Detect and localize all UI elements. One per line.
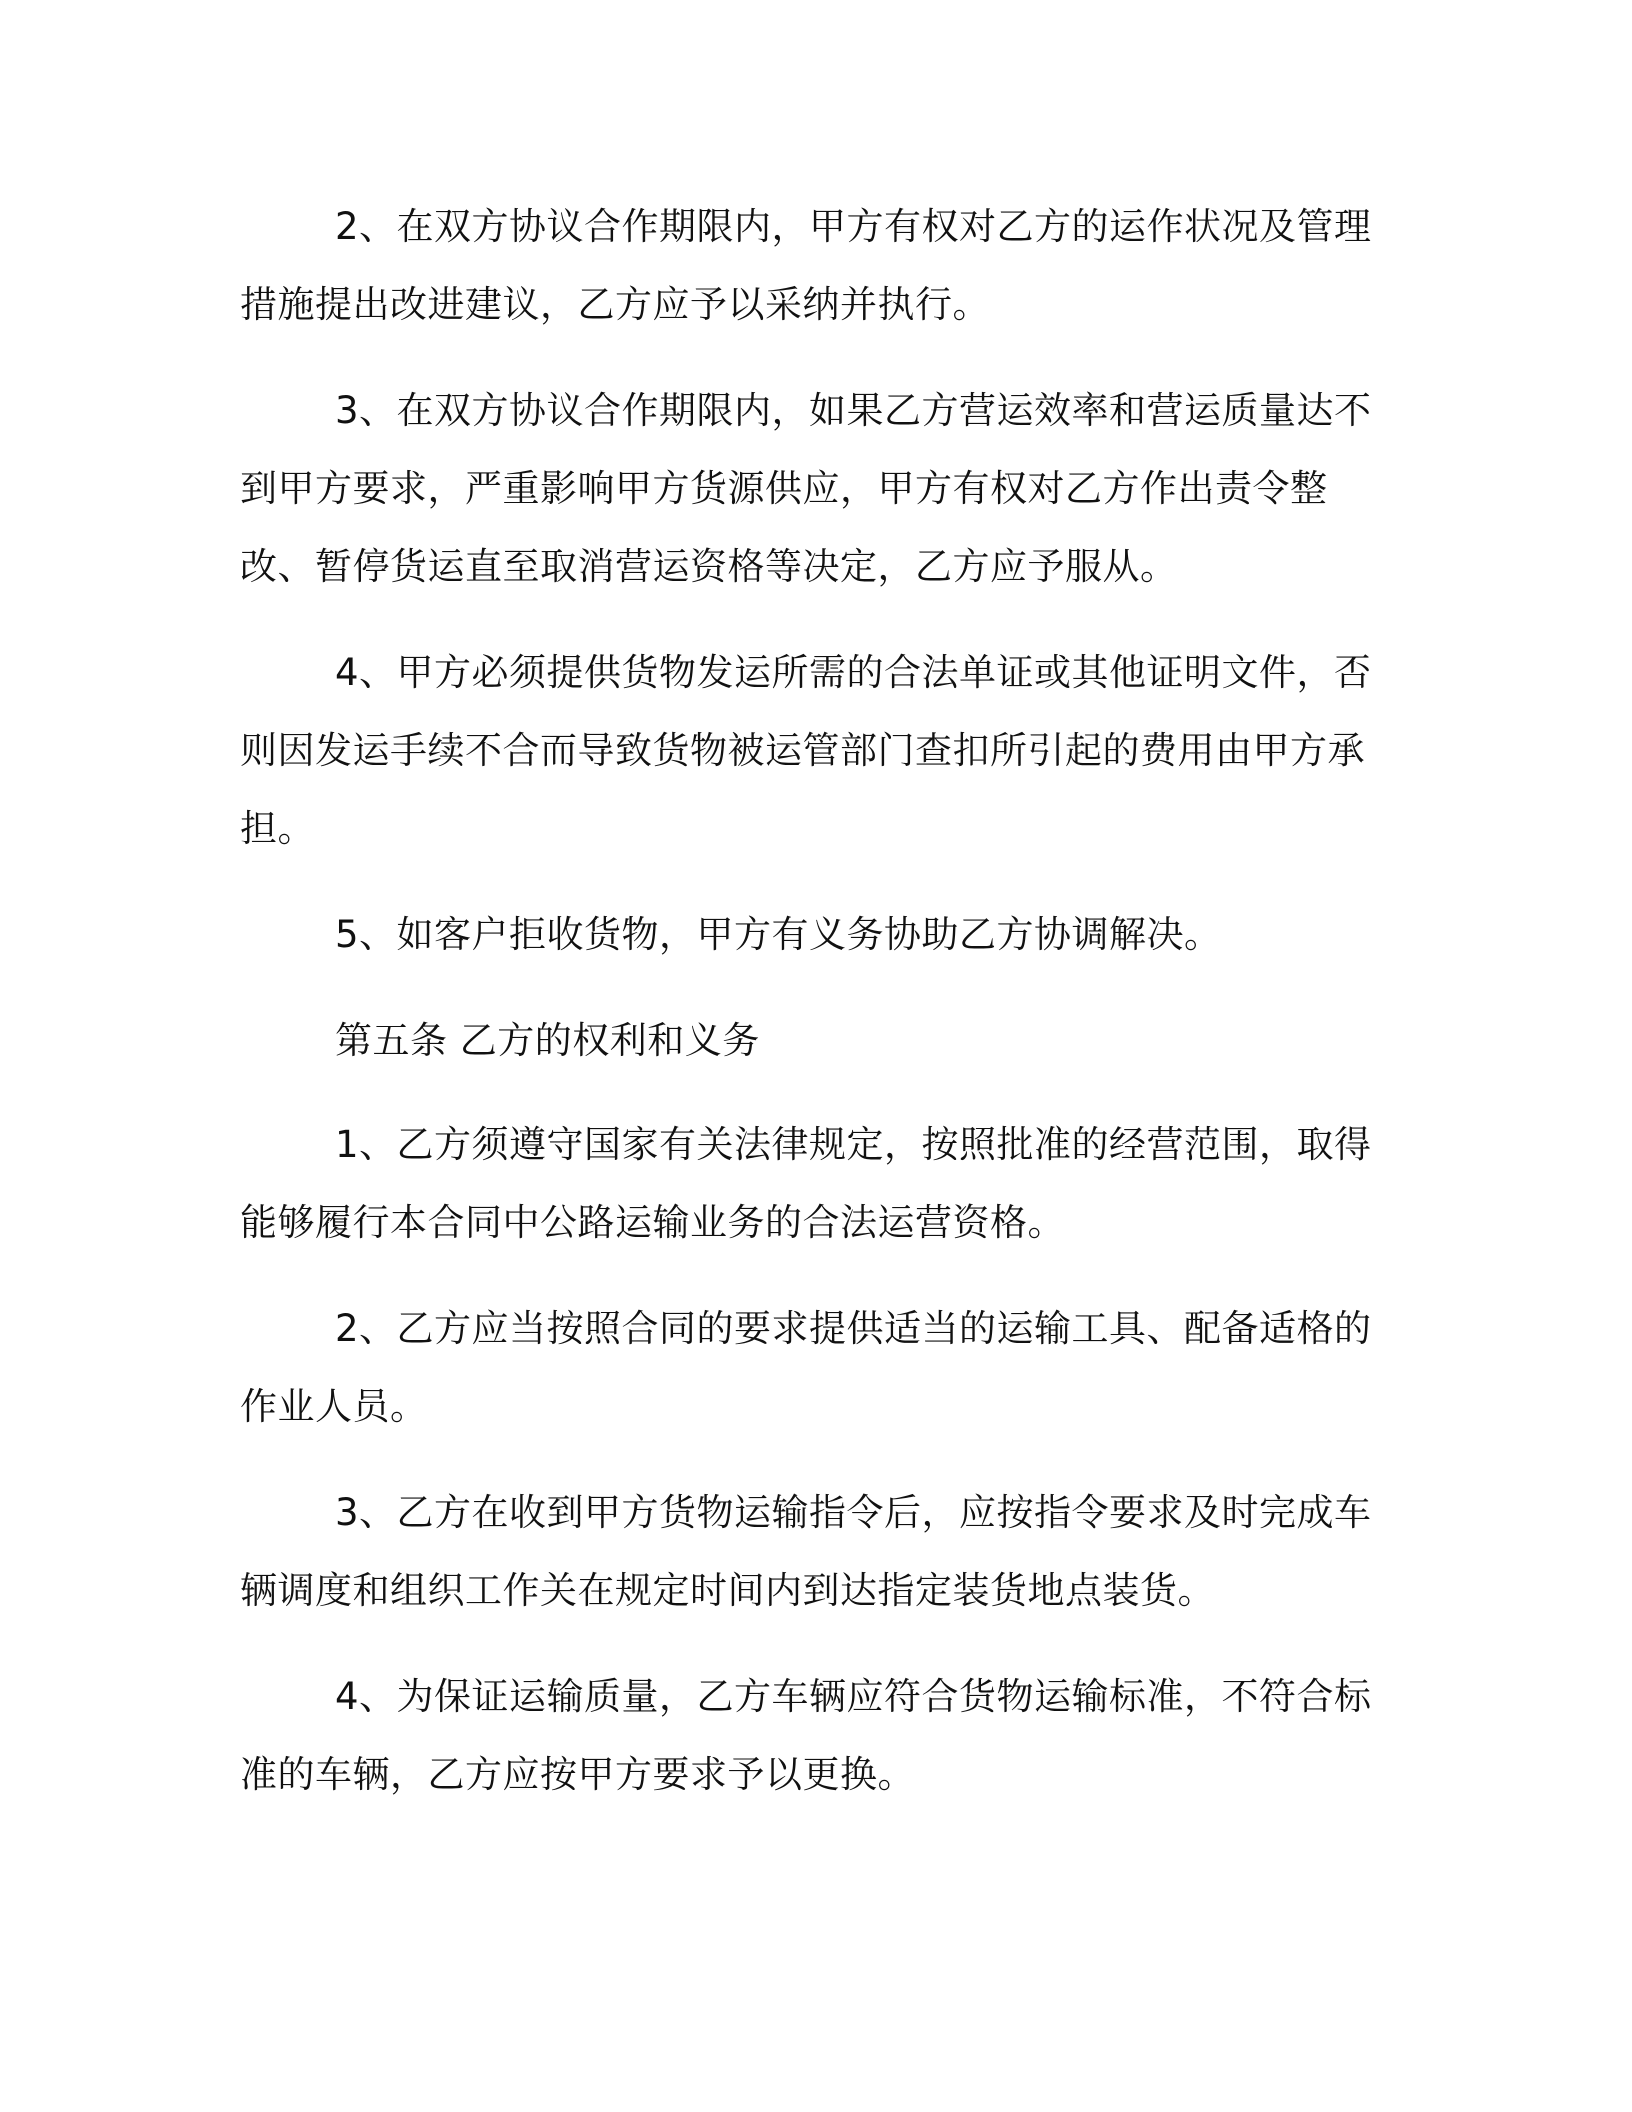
paragraph-party-a-right-3: 3、在双方协议合作期限内，如果乙方营运效率和营运质量达不到甲方要求，严重影响甲方货源供应，甲方有权对乙方作出责令整改、暂停货运直至取消营运资格等决定，乙方应予服从。 xyxy=(240,389,1372,588)
paragraph-party-b-1: 1、乙方须遵守国家有关法律规定，按照批准的经营范围，取得能够履行本合同中公路运输业务的合法运营资格。 xyxy=(240,1123,1372,1244)
paragraph-party-b-3: 3、乙方在收到甲方货物运输指令后，应按指令要求及时完成车辆调度和组织工作关在规定时间内到达指定装货地点装货。 xyxy=(240,1491,1372,1612)
paragraph-party-a-obligation-5: 5、如客户拒收货物，甲方有义务协助乙方协调解决。 xyxy=(335,913,1222,956)
section-heading-article-5: 第五条 乙方的权利和义务 xyxy=(335,1019,760,1062)
document-body xyxy=(240,188,1380,1842)
paragraph-party-a-right-2: 2、在双方协议合作期限内，甲方有权对乙方的运作状况及管理措施提出改进建议，乙方应予以采纳并执行。 xyxy=(240,205,1372,326)
paragraph-party-b-2: 2、乙方应当按照合同的要求提供适当的运输工具、配备适格的作业人员。 xyxy=(240,1307,1372,1428)
paragraph-party-b-4: 4、为保证运输质量，乙方车辆应符合货物运输标准，不符合标准的车辆，乙方应按甲方要求予以更换。 xyxy=(240,1675,1372,1796)
paragraph-party-a-obligation-4: 4、甲方必须提供货物发运所需的合法单证或其他证明文件，否则因发运手续不合而导致货物被运管部门查扣所引起的费用由甲方承担。 xyxy=(240,651,1372,850)
